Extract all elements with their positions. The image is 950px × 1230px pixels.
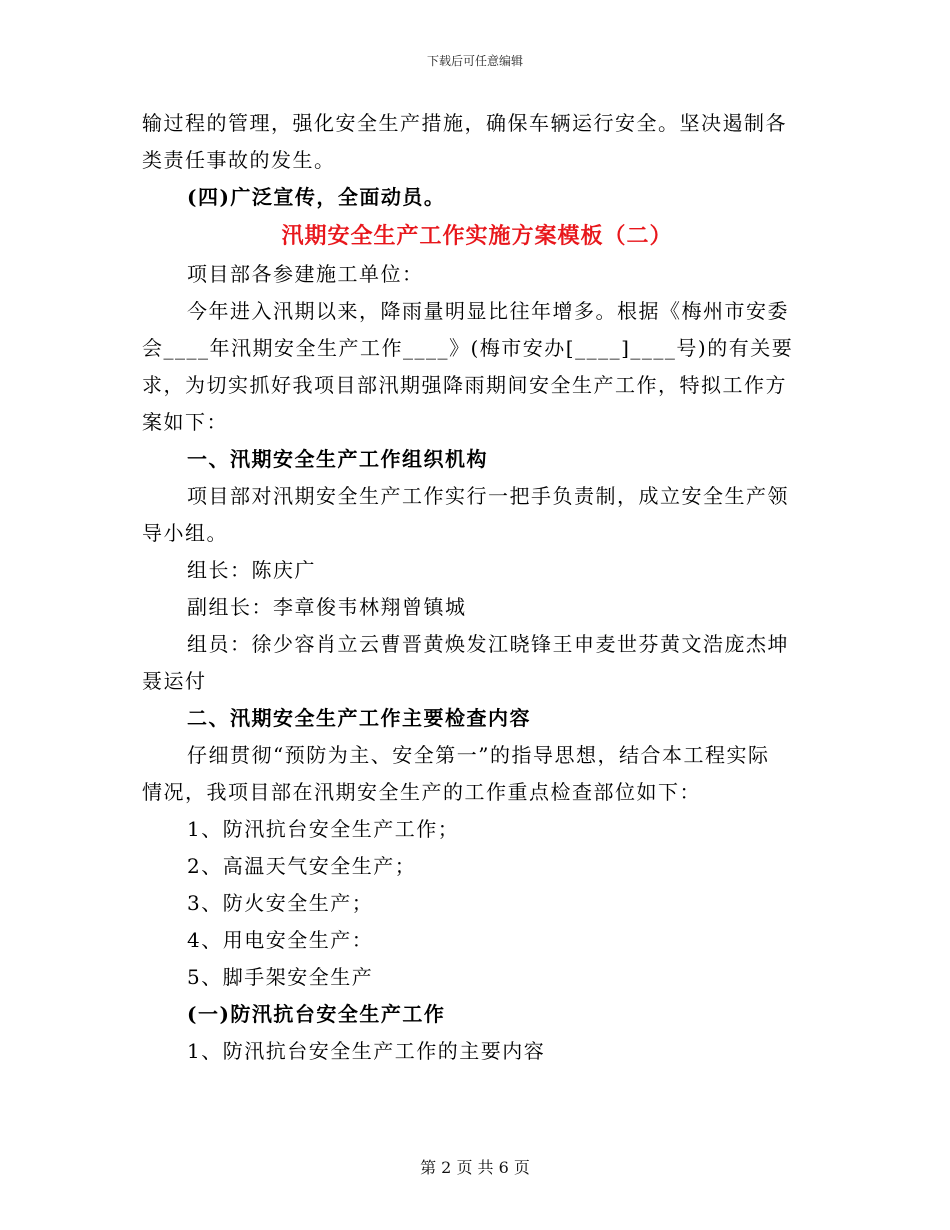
- salutation: 项目部各参建施工单位：: [187, 262, 424, 286]
- paragraph-line: 1、防汛抗台安全生产工作的主要内容: [187, 1039, 546, 1063]
- page-footer: 第 2 页 共 6 页: [420, 1158, 530, 1177]
- paragraph-line: 导小组。: [142, 521, 228, 545]
- document-title: 汛期安全生产工作实施方案模板（二）: [281, 223, 673, 249]
- page-header: 下载后可任意编辑: [426, 54, 523, 68]
- paragraph-line: 案如下：: [142, 410, 228, 434]
- paragraph-line: 组员：徐少容肖立云曹晋黄焕发江晓锋王申麦世芬黄文浩庞杰坤: [187, 632, 789, 656]
- paragraph-line: 聂运付: [142, 669, 207, 693]
- paragraph-line: 项目部对汛期安全生产工作实行一把手负责制，成立安全生产领: [187, 484, 789, 508]
- document-body: [142, 105, 812, 1070]
- paragraph-line: 仔细贯彻“预防为主、安全第一”的指导思想，结合本工程实际: [187, 743, 770, 767]
- section-heading: 一、汛期安全生产工作组织机构: [187, 447, 488, 471]
- paragraph-line: 副组长：李章俊韦林翔曾镇城: [187, 595, 467, 619]
- paragraph-line: 输过程的管理，强化安全生产措施，确保车辆运行安全。坚决遏制各: [142, 111, 787, 135]
- paragraph-line: 类责任事故的发生。: [142, 148, 336, 172]
- list-item: 1、防汛抗台安全生产工作；: [187, 817, 460, 841]
- paragraph-line: 求，为切实抓好我项目部汛期强降雨期间安全生产工作，特拟工作方: [142, 373, 787, 397]
- paragraph-line: 组长：陈庆广: [187, 558, 316, 582]
- paragraph-line: 情况，我项目部在汛期安全生产的工作重点检查部位如下：: [142, 780, 701, 804]
- section-heading: (四)广泛宣传，全面动员。: [187, 185, 446, 209]
- list-item: 3、防火安全生产；: [187, 891, 374, 915]
- paragraph-line: 今年进入汛期以来，降雨量明显比往年增多。根据《梅州市安委: [187, 299, 789, 323]
- paragraph-line: 会____年汛期安全生产工作____》(梅市安办[____]____号)的有关要: [142, 336, 794, 360]
- list-item: 2、高温天气安全生产；: [187, 854, 417, 878]
- list-item: 5、脚手架安全生产: [187, 965, 374, 989]
- section-heading: (一)防汛抗台安全生产工作: [187, 1002, 446, 1026]
- section-heading: 二、汛期安全生产工作主要检查内容: [187, 706, 531, 730]
- list-item: 4、用电安全生产：: [187, 928, 374, 952]
